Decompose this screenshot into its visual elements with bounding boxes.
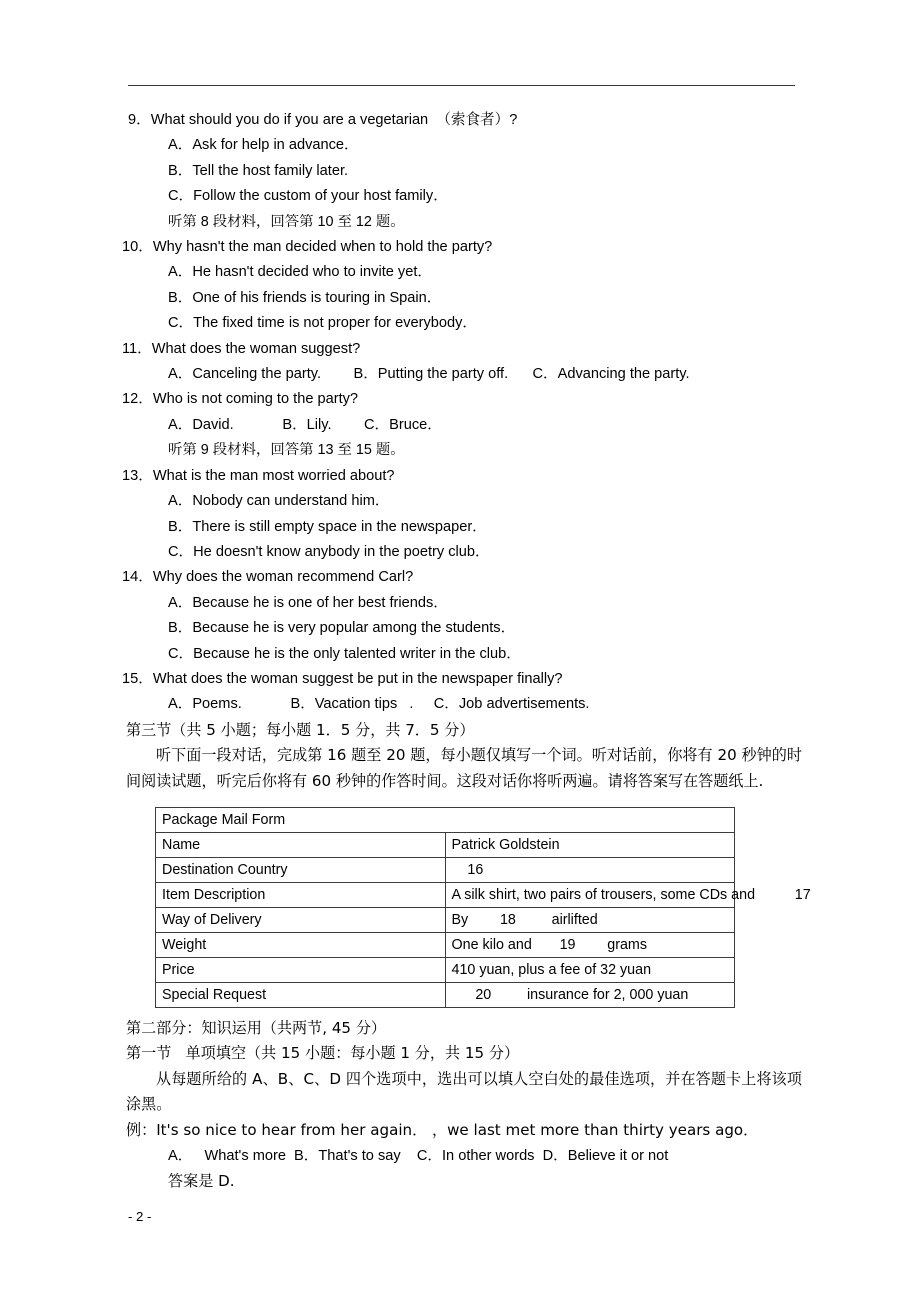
question-option: C．The fixed time is not proper for everybody． xyxy=(168,315,478,332)
page-header-rule xyxy=(128,85,795,86)
question-option: B．Tell the host family later. xyxy=(168,162,349,179)
question-stem xyxy=(0,387,920,412)
section-three-instruction: 听下面一段对话，完成第 16 题至 20 题，每小题仅填写一个词。听对话前，你将有 20 秒钟的时间阅读试题，听完后你将有 60 秒钟的作答时间。这段对话你将听两遍。请将答案写在答题纸上. xyxy=(126,746,802,790)
example-answer: 答案是 D. xyxy=(168,1171,235,1190)
question-option: C．Follow the custom of your host family． xyxy=(168,188,448,205)
row-value: 20 insurance for 2, 000 yuan xyxy=(445,982,735,1007)
section-three-heading: 第三节（共 5 小题；每小题 1．5 分，共 7．5 分） xyxy=(126,720,475,739)
question-stem xyxy=(0,667,920,692)
row-value: 410 yuan, plus a fee of 32 yuan xyxy=(445,957,735,982)
row-label: Item Description xyxy=(156,882,446,907)
question-stem xyxy=(0,337,920,362)
page-content xyxy=(0,108,920,1195)
question-text: Why does the woman recommend Carl? xyxy=(152,569,414,586)
table-row xyxy=(156,932,735,957)
row-label: Weight xyxy=(156,932,446,957)
question-option: B．There is still empty space in the newspaper． xyxy=(168,518,487,535)
question-number: 13． xyxy=(122,467,153,484)
row-value: 16 xyxy=(445,857,735,882)
example-stem: 例：It's so nice to hear from her again． ，we last met more than thirty years ago． xyxy=(126,1120,759,1139)
question-stem xyxy=(0,235,920,260)
question-option: A．Because he is one of her best friends． xyxy=(168,594,448,611)
question-number: 9． xyxy=(128,112,151,128)
question-stem xyxy=(0,108,920,133)
question-text: Who is not coming to the party? xyxy=(152,391,359,408)
package-mail-form-table xyxy=(155,807,811,1008)
question-text: Why hasn't the man decided when to hold the party? xyxy=(152,239,493,256)
row-value: A silk shirt, two pairs of trousers, some CDs and 17 xyxy=(445,882,735,907)
table-row xyxy=(156,982,735,1007)
question-number: 10． xyxy=(122,239,153,256)
table-row xyxy=(156,907,735,932)
row-value: One kilo and 19 grams xyxy=(445,932,735,957)
question-text: What is the man most worried about? xyxy=(152,467,395,484)
question-stem xyxy=(0,464,920,489)
question-option: A．Canceling the party. B．Putting the party off. C．Advancing the party. xyxy=(168,366,690,383)
question-text: What does the woman suggest be put in the newspaper finally? xyxy=(152,670,563,687)
question-option: B．One of his friends is touring in Spain． xyxy=(168,289,442,306)
row-value: Patrick Goldstein xyxy=(445,832,735,857)
question-number: 12． xyxy=(122,391,153,408)
package-mail-form-wrapper xyxy=(0,795,920,1016)
listening-note: 听第 8 段材料，回答第 10 至 12 题。 xyxy=(168,213,405,230)
form-title-cell: Package Mail Form xyxy=(156,807,735,832)
row-value: By 18 airlifted xyxy=(445,907,735,932)
question-option: A．Nobody can understand him． xyxy=(168,493,390,510)
table-row xyxy=(156,832,735,857)
question-text: What does the woman suggest? xyxy=(151,340,361,357)
table-row xyxy=(156,807,735,832)
row-label: Way of Delivery xyxy=(156,907,446,932)
question-option: C．He doesn't know anybody in the poetry club． xyxy=(168,543,490,560)
listening-note: 听第 9 段材料，回答第 13 至 15 题。 xyxy=(168,442,405,459)
table-row xyxy=(156,882,735,907)
row-label: Special Request xyxy=(156,982,446,1007)
part-two-heading: 第二部分：知识运用（共两节, 45 分） xyxy=(126,1018,387,1037)
question-option: A．David. B．Lily. C．Bruce． xyxy=(168,416,442,433)
row-label: Destination Country xyxy=(156,857,446,882)
page-number-footer: - 2 - xyxy=(128,1209,152,1224)
question-number: 15． xyxy=(122,670,153,687)
question-number: 11． xyxy=(122,340,152,357)
part-two-section-one-heading: 第一节 单项填空（共 15 小题：每小题 1 分，共 15 分） xyxy=(126,1044,520,1063)
question-number: 14． xyxy=(122,569,153,586)
question-option: A．Poems. B．Vacation tips . C．Job advertisements. xyxy=(168,696,590,713)
row-label: Name xyxy=(156,832,446,857)
table-row xyxy=(156,957,735,982)
example-options: A． What's more B．That's to say C．In other words D．Believe it or not xyxy=(168,1147,669,1164)
question-stem xyxy=(0,565,920,590)
row-label: Price xyxy=(156,957,446,982)
question-option: A．Ask for help in advance． xyxy=(168,137,359,154)
question-option: B．Because he is very popular among the students． xyxy=(168,620,516,637)
question-option: C．Because he is the only talented writer in the club． xyxy=(168,645,521,662)
table-row xyxy=(156,857,735,882)
question-text: What should you do if you are a vegetarian （索食者）? xyxy=(150,112,518,128)
part-two-instruction: 从每题所给的 A、B、C、D 四个选项中，选出可以填人空白处的最佳选项，并在答题卡上将该项涂黑。 xyxy=(126,1069,802,1114)
question-option: A．He hasn't decided who to invite yet． xyxy=(168,264,432,281)
